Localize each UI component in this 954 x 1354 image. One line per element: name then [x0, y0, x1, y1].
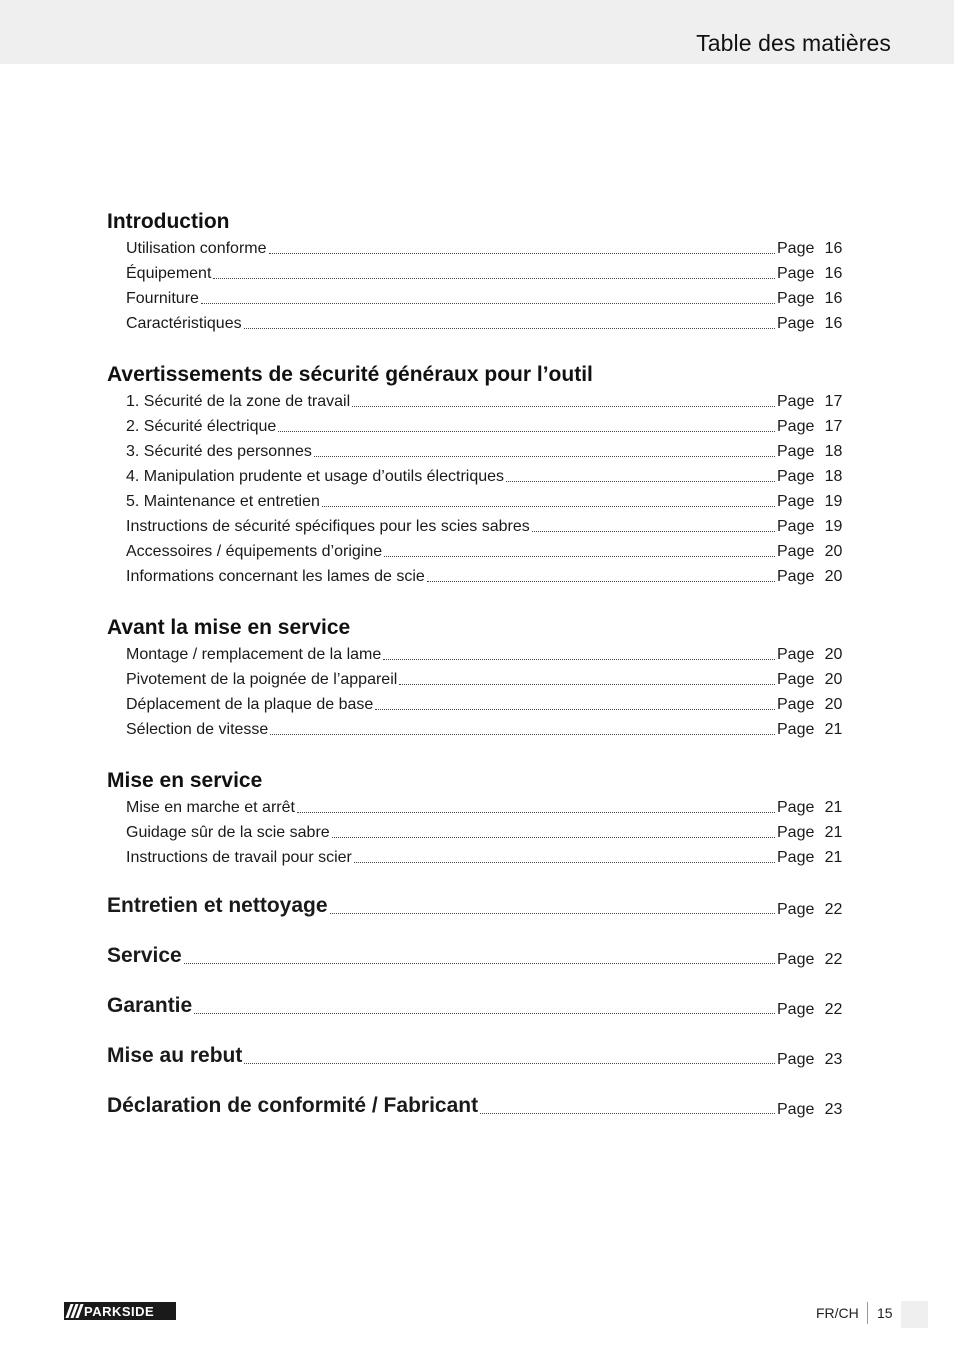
toc-entry-label: 4. Manipulation prudente et usage d’outils électriques: [126, 468, 505, 485]
dot-leader: [270, 734, 775, 735]
toc-main-entry[interactable]: [107, 1092, 847, 1142]
toc-entry-page: Page 22: [777, 951, 843, 968]
toc-entry-page: Page 17: [777, 393, 843, 410]
toc-entry-label: 3. Sécurité des personnes: [126, 443, 312, 460]
toc-entry[interactable]: [107, 439, 847, 464]
toc-entry-label: Pivotement de la poignée de l’appareil: [126, 671, 398, 688]
toc-main-entry-label: Service: [107, 944, 182, 967]
dot-leader: [244, 328, 775, 329]
toc-section-introduction: [107, 208, 847, 336]
toc-entry-page: Page 16: [777, 315, 843, 332]
toc-section-operation: [107, 767, 847, 870]
logo-stripes-icon: [64, 1302, 84, 1320]
section-title: Introduction: [107, 210, 230, 233]
toc-entry[interactable]: [107, 845, 847, 870]
toc-entry[interactable]: [107, 539, 847, 564]
toc-entry-label: Utilisation conforme: [126, 240, 267, 257]
toc-entry-page: Page 21: [777, 824, 843, 841]
section-title: Avertissements de sécurité généraux pour l’outil: [107, 363, 593, 386]
toc-entry[interactable]: [107, 286, 847, 311]
toc-entry-label: Montage / remplacement de la lame: [126, 646, 382, 663]
toc-entry-label: Informations concernant les lames de scie: [126, 568, 425, 585]
toc-entry-page: Page 18: [777, 468, 843, 485]
toc-entry-page: Page 21: [777, 849, 843, 866]
toc-entry-label: Instructions de travail pour scier: [126, 849, 352, 866]
toc-entry-page: Page 20: [777, 671, 843, 688]
toc-entry[interactable]: [107, 489, 847, 514]
toc-main-entry[interactable]: [107, 942, 847, 992]
toc-entry-label: 5. Maintenance et entretien: [126, 493, 320, 510]
toc-main-entry[interactable]: [107, 892, 847, 942]
parkside-logo: [64, 1302, 176, 1320]
toc-entry-page: Page 21: [777, 799, 843, 816]
toc-main-entry-label: Déclaration de conformité / Fabricant: [107, 1094, 479, 1117]
toc-entry-label: Équipement: [126, 265, 212, 282]
toc-entry-page: Page 16: [777, 290, 843, 307]
dot-leader: [532, 531, 775, 532]
dot-leader: [297, 812, 775, 813]
toc-entry-label: 1. Sécurité de la zone de travail: [126, 393, 351, 410]
dot-leader: [269, 253, 776, 254]
dot-leader: [399, 684, 775, 685]
dot-leader: [383, 659, 775, 660]
dot-leader: [480, 1113, 775, 1114]
toc-entry-label: Fourniture: [126, 290, 199, 307]
toc-entry[interactable]: [107, 514, 847, 539]
toc-entry-label: Accessoires / équipements d’origine: [126, 543, 383, 560]
dot-leader: [201, 303, 775, 304]
toc-entry-page: Page 20: [777, 696, 843, 713]
toc-entry-label: Déplacement de la plaque de base: [126, 696, 374, 713]
toc-entry-page: Page 20: [777, 543, 843, 560]
toc-entry[interactable]: [107, 564, 847, 589]
dot-leader: [375, 709, 775, 710]
toc-entry-page: Page 17: [777, 418, 843, 435]
toc-entry[interactable]: [107, 311, 847, 336]
dot-leader: [506, 481, 775, 482]
toc-entry-label: Caractéristiques: [126, 315, 242, 332]
toc-entry-page: Page 16: [777, 265, 843, 282]
toc-entry[interactable]: [107, 261, 847, 286]
toc-entry-label: Sélection de vitesse: [126, 721, 269, 738]
toc-entry[interactable]: [107, 692, 847, 717]
toc-entry[interactable]: [107, 464, 847, 489]
toc-entry[interactable]: [107, 667, 847, 692]
toc-entry-page: Page 22: [777, 901, 843, 918]
footer-divider: [867, 1302, 868, 1324]
dot-leader: [184, 963, 775, 964]
footer-tab-marker: [901, 1301, 928, 1328]
dot-leader: [194, 1013, 775, 1014]
dot-leader: [322, 506, 775, 507]
section-title: Mise en service: [107, 769, 263, 792]
toc-section-safety-warnings: [107, 361, 847, 589]
toc-entry-page: Page 20: [777, 646, 843, 663]
toc-entry[interactable]: [107, 236, 847, 261]
toc-entry-page: Page 19: [777, 493, 843, 510]
dot-leader: [354, 862, 775, 863]
toc-main-entry[interactable]: [107, 1042, 847, 1092]
toc-main-entry-label: Entretien et nettoyage: [107, 894, 328, 917]
toc-entry[interactable]: [107, 717, 847, 742]
toc-entry-page: Page 20: [777, 568, 843, 585]
toc-entry-label: Instructions de sécurité spécifiques pour les scies sabres: [126, 518, 530, 535]
logo-brand-text: PARKSIDE: [84, 1303, 155, 1319]
dot-leader: [352, 406, 775, 407]
toc-entry[interactable]: [107, 642, 847, 667]
toc-entry[interactable]: [107, 389, 847, 414]
footer-language: FR/CH: [816, 1305, 859, 1321]
dot-leader: [384, 556, 775, 557]
toc-main-entry-label: Mise au rebut: [107, 1044, 243, 1067]
toc-main-entry[interactable]: [107, 992, 847, 1042]
toc-main-entry-label: Garantie: [107, 994, 193, 1017]
dot-leader: [332, 837, 775, 838]
toc-entry[interactable]: [107, 414, 847, 439]
dot-leader: [244, 1063, 775, 1064]
section-title: Avant la mise en service: [107, 616, 351, 639]
toc-entry-label: Guidage sûr de la scie sabre: [126, 824, 330, 841]
dot-leader: [314, 456, 775, 457]
dot-leader: [213, 278, 775, 279]
toc-entry-label: Mise en marche et arrêt: [126, 799, 295, 816]
toc-entry-label: 2. Sécurité électrique: [126, 418, 277, 435]
toc-entry-page: Page 23: [777, 1051, 843, 1068]
toc-entry-page: Page 16: [777, 240, 843, 257]
footer-page-number: 15: [877, 1305, 893, 1321]
dot-leader: [278, 431, 775, 432]
toc-entry-page: Page 21: [777, 721, 843, 738]
toc-entry-page: Page 19: [777, 518, 843, 535]
toc-entry-page: Page 23: [777, 1101, 843, 1118]
page-title: Table des matières: [696, 30, 891, 56]
toc-entry-page: Page 18: [777, 443, 843, 460]
table-of-contents: [107, 208, 847, 1142]
toc-section-before-use: [107, 614, 847, 742]
toc-entry[interactable]: [107, 795, 847, 820]
toc-entry-page: Page 22: [777, 1001, 843, 1018]
dot-leader: [427, 581, 775, 582]
dot-leader: [330, 913, 775, 914]
toc-entry[interactable]: [107, 820, 847, 845]
